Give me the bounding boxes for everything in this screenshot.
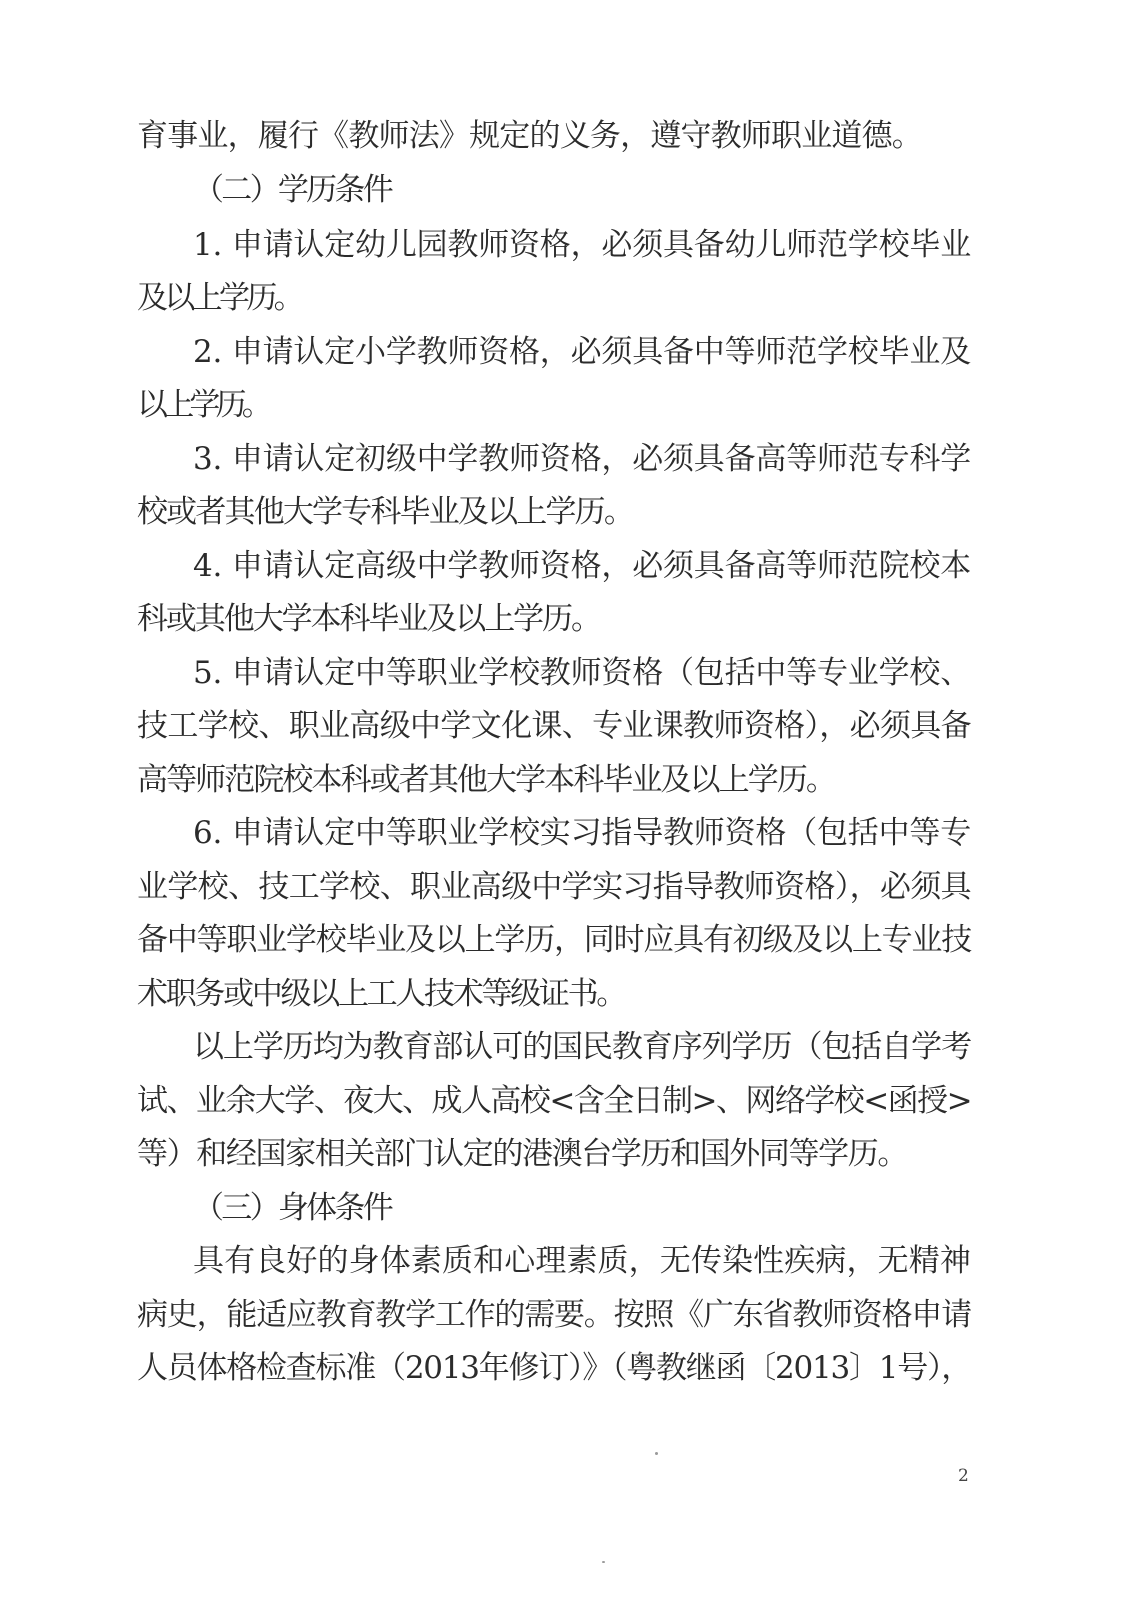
text-line: 2. 申请认定小学教师资格，必须具备中等师范学校毕业及 [193,334,971,370]
text-line: 以上学历。 [137,387,268,423]
text-line: 技工学校、职业高级中学文化课、专业课教师资格），必须具备 [137,708,971,744]
text-line: 育事业，履行《教师法》规定的义务，遵守教师职业道德。 [137,118,922,154]
text-line: 试、业余大学、夜大、成人高校<含全日制>、网络学校<函授> [137,1083,971,1119]
text-line: 以上学历均为教育部认可的国民教育序列学历（包括自学考 [193,1029,971,1065]
text-line: 科或其他大学本科毕业及以上学历。 [137,601,600,637]
text-line: 高等师范院校本科或者其他大学本科毕业及以上学历。 [137,762,835,798]
text-line: 具有良好的身体素质和心理素质，无传染性疾病，无精神 [193,1243,971,1279]
text-line: 病史，能适应教育教学工作的需要。按照《广东省教师资格申请 [137,1297,971,1333]
scan-speck [602,1561,605,1563]
text-line: 校或者其他大学专科毕业及以上学历。 [137,494,633,530]
section-heading: （三）身体条件 [193,1190,391,1226]
text-line: 5. 申请认定中等职业学校教师资格（包括中等专业学校、 [193,655,971,691]
text-line: 术职务或中级以上工人技术等级证书。 [137,976,625,1012]
scan-speck [655,1452,658,1455]
text-line: 1. 申请认定幼儿园教师资格，必须具备幼儿师范学校毕业 [193,227,971,263]
text-line: 3. 申请认定初级中学教师资格，必须具备高等师范专科学 [193,441,971,477]
text-line: 备中等职业学校毕业及以上学历，同时应具有初级及以上专业技 [137,922,971,958]
text-line: 业学校、技工学校、职业高级中学实习指导教师资格），必须具 [137,869,971,905]
text-line: 及以上学历。 [137,280,301,316]
text-line: 人员体格检查标准（2013年修订）》（粤教继函〔2013〕1号）， [137,1350,971,1386]
text-line: 4. 申请认定高级中学教师资格，必须具备高等师范院校本 [193,548,971,584]
text-line: 6. 申请认定中等职业学校实习指导教师资格（包括中等专 [193,815,971,851]
page-number: 2 [958,1466,969,1486]
section-heading: （二）学历条件 [193,172,391,208]
text-line: 等）和经国家相关部门认定的港澳台学历和国外同等学历。 [137,1136,907,1172]
